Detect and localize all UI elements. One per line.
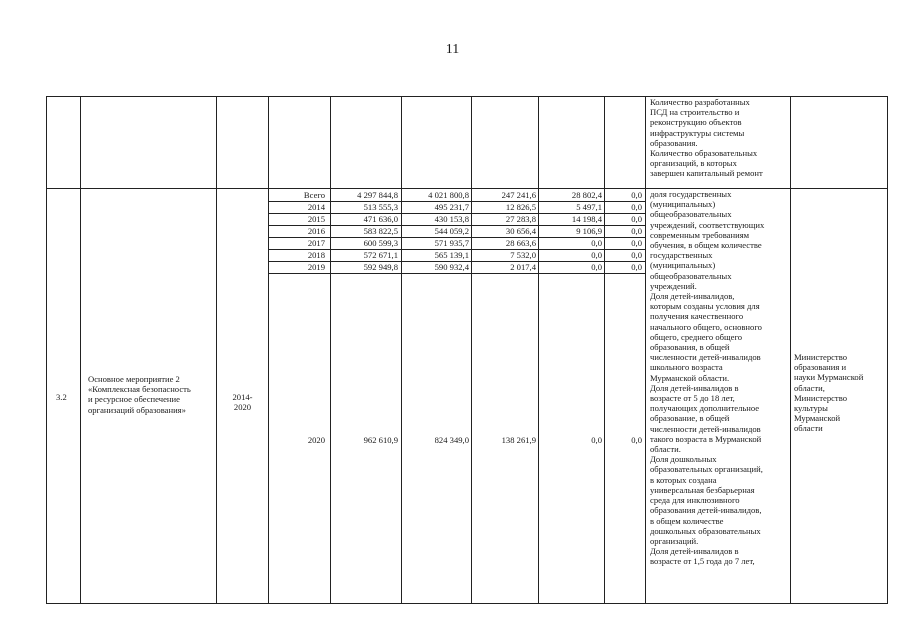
column-divider [216, 96, 217, 604]
other-cell: 0,0 [631, 226, 642, 236]
table-row [270, 225, 644, 237]
total-cell: 600 599,3 [363, 238, 398, 248]
activity-name: Основное мероприятие 2 «Комплексная безопасность и ресурсное обеспечение организаций образования» [88, 374, 191, 415]
other-cell: 0,0 [631, 250, 642, 260]
year-cell: 2017 [307, 238, 325, 248]
federal-cell: 27 283,8 [505, 214, 536, 224]
regional-cell: 495 231,7 [434, 202, 469, 212]
local-cell: 9 106,9 [576, 226, 602, 236]
column-divider [538, 96, 539, 604]
other-cell: 0,0 [631, 238, 642, 248]
federal-cell: 30 656,4 [505, 226, 536, 236]
regional-cell: 824 349,0 [434, 435, 469, 445]
regional-cell: 571 935,7 [434, 238, 469, 248]
other-cell: 0,0 [631, 435, 642, 445]
table-row [270, 189, 644, 201]
local-cell: 5 497,1 [576, 202, 602, 212]
federal-cell: 2 017,4 [510, 262, 536, 272]
period: 2014- 2020 [232, 392, 253, 413]
local-cell: 0,0 [591, 238, 602, 248]
local-cell: 0,0 [591, 250, 602, 260]
total-cell: 583 822,5 [363, 226, 398, 236]
table-row [270, 237, 644, 249]
total-cell: 471 636,0 [363, 214, 398, 224]
table-row [270, 201, 644, 213]
column-divider [330, 96, 331, 604]
local-cell: 0,0 [591, 435, 602, 445]
row-indicators: доля государственных (муниципальных) общеобразовательных учреждений, соответствующих современным требованиям обучения, в общем количестве государственных (муниципальных) общеобразовательных учреждений. Доля детей-инвалидов, которым созданы условия для получения качественного начального общего, основного общего, среднего общего образования, в общей численности детей-инвалидов школьного возраста Мурманской области. Доля детей-инвалидов в возрасте от 5 до 18 лет, получающих дополнительное образование, в общей численности детей-инвалидов такого возраста в Мурманской области. Доля дошкольных образовательных организаций, в которых создана универсальная безбарьерная среда для инклюзивного образования детей-инвалидов, в общем количестве дошкольных образовательных организаций. Доля детей-инвалидов в возрасте от 1,5 года до 7 лет, [650, 189, 765, 567]
total-cell: 572 671,1 [363, 250, 398, 260]
row-number: 3.2 [56, 392, 67, 402]
year-cell: Всего [303, 190, 325, 200]
top-row-indicators: Количество разработанных ПСД на строительство и реконструкцию объектов инфраструктуры системы образования. Количество образовательных организаций, в которых завершен капитальный ремонт [650, 97, 763, 179]
regional-cell: 565 139,1 [434, 250, 469, 260]
federal-cell: 7 532,0 [510, 250, 536, 260]
regional-cell: 590 932,4 [434, 262, 469, 272]
year-cell: 2020 [307, 435, 325, 445]
column-divider [471, 96, 472, 604]
executor: Министерство образования и науки Мурманской области, Министерство культуры Мурманской области [794, 352, 864, 434]
column-divider [604, 96, 605, 604]
federal-cell: 28 663,6 [505, 238, 536, 248]
row-divider [268, 273, 645, 274]
local-cell: 14 198,4 [571, 214, 602, 224]
year-cell: 2016 [307, 226, 325, 236]
regional-cell: 430 153,8 [434, 214, 469, 224]
page-number: 11 [445, 42, 460, 57]
regional-cell: 544 059,2 [434, 226, 469, 236]
local-cell: 0,0 [591, 262, 602, 272]
federal-cell: 12 826,5 [505, 202, 536, 212]
total-cell: 513 555,3 [363, 202, 398, 212]
table-row [270, 261, 644, 273]
year-cell: 2015 [307, 214, 325, 224]
total-cell: 592 949,8 [363, 262, 398, 272]
other-cell: 0,0 [631, 190, 642, 200]
column-divider [80, 96, 81, 604]
other-cell: 0,0 [631, 214, 642, 224]
regional-cell: 4 021 800,8 [428, 190, 469, 200]
year-cell: 2014 [307, 202, 325, 212]
table-row [270, 249, 644, 261]
row-divider [790, 188, 888, 189]
year-cell: 2018 [307, 250, 325, 260]
local-cell: 28 802,4 [571, 190, 602, 200]
column-divider [790, 96, 791, 604]
table-row [270, 213, 644, 225]
table-row [270, 434, 644, 446]
column-divider [401, 96, 402, 604]
column-divider [268, 96, 269, 604]
federal-cell: 247 241,6 [501, 190, 536, 200]
total-cell: 962 610,9 [363, 435, 398, 445]
total-cell: 4 297 844,8 [357, 190, 398, 200]
other-cell: 0,0 [631, 202, 642, 212]
federal-cell: 138 261,9 [501, 435, 536, 445]
column-divider [645, 96, 646, 604]
other-cell: 0,0 [631, 262, 642, 272]
year-cell: 2019 [307, 262, 325, 272]
